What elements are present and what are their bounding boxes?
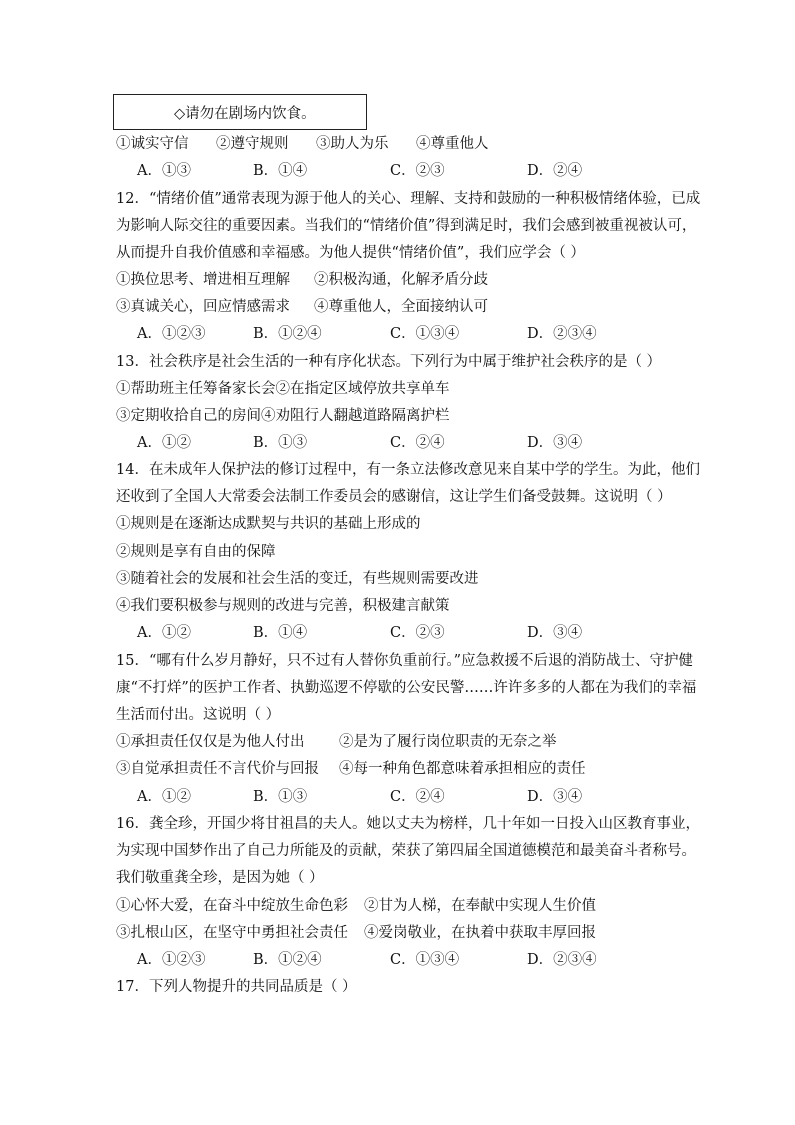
- q16-option-c[interactable]: C．①③④: [390, 952, 460, 968]
- q17-stem-line-1: 17．下列人物提升的共同品质是（ ）: [116, 979, 357, 995]
- q16-item-3: ③扎根山区，在坚守中勇担社会责任: [116, 925, 348, 941]
- q14-option-c[interactable]: C．②③: [390, 625, 445, 641]
- q16-item-4: ④爱岗敬业，在执着中获取丰厚回报: [364, 925, 596, 941]
- q12-options: [137, 324, 597, 344]
- q15-option-b[interactable]: B．①③: [253, 789, 308, 805]
- q12-item-4: ④尊重他人，全面接纳认可: [314, 299, 488, 315]
- q15-item-2: ②是为了履行岗位职责的无奈之举: [339, 734, 557, 750]
- q11-options: [137, 161, 582, 181]
- q12-option-b[interactable]: B．①②④: [253, 326, 322, 342]
- q15-item-4: ④每一种角色都意味着承担相应的责任: [339, 761, 586, 777]
- q16-item-1: ①心怀大爱，在奋斗中绽放生命色彩: [116, 898, 348, 914]
- q14-option-b[interactable]: B．①④: [253, 625, 308, 641]
- q14-item-3: ③随着社会的发展和社会生活的变迁，有些规则需要改进: [116, 571, 479, 587]
- q12-item-1: ①换位思考、增进相互理解: [116, 272, 290, 288]
- q12-option-a[interactable]: A．①②③: [137, 326, 206, 342]
- q12-items-row-2: [116, 297, 488, 317]
- q15-option-c[interactable]: C．②④: [390, 789, 445, 805]
- q12-stem-line-2: 为影响人际交往的重要因素。当我们的“情绪价值”得到满足时，我们会感到被重视被认可，: [116, 218, 697, 234]
- q14-stem-line-2: 还收到了全国人大常委会法制工作委员会的感谢信，这让学生们备受鼓舞。这说明（ ）: [116, 489, 672, 505]
- q13-option-c[interactable]: C．②④: [390, 435, 445, 451]
- q16-option-a[interactable]: A．①②③: [137, 952, 206, 968]
- q13-items-row-1: ①帮助班主任筹备家长会②在指定区域停放共享单车: [116, 381, 450, 397]
- q12-stem-line-3: 从而提升自我价值感和幸福感。为他人提供“情绪价值”，我们应学会（ ）: [116, 245, 585, 261]
- q13-option-a[interactable]: A．①②: [137, 435, 191, 451]
- q15-stem-line-2: 康“不打烊”的医护工作者、执勤巡逻不停歇的公安民警……许许多多的人都在为我们的幸福: [116, 680, 697, 696]
- q15-stem-line-3: 生活而付出。这说明（ ）: [116, 707, 281, 723]
- q11-option-b[interactable]: B．①④: [253, 163, 308, 179]
- q14-item-1: ①规则是在逐渐达成默契与共识的基础上形成的: [116, 516, 421, 532]
- q16-stem-line-1: 16．龚全珍，开国少将甘祖昌的夫人。她以丈夫为榜样，几十年如一日投入山区教育事业，: [116, 816, 700, 832]
- q16-option-d[interactable]: D．②③④: [527, 952, 597, 968]
- notice-box: [113, 94, 367, 130]
- q15-items-row-1: [116, 732, 557, 752]
- q16-stem-line-3: 我们敬重龚全珍，是因为她（ ）: [116, 870, 324, 886]
- q14-stem-line-1: 14．在未成年人保护法的修订过程中，有一条立法修改意见来自某中学的学生。为此，他们: [116, 462, 700, 478]
- notice-text: ◇请勿在剧场内饮食。: [174, 106, 316, 122]
- q11-items: [116, 134, 489, 154]
- q14-item-4: ④我们要积极参与规则的改进与完善，积极建言献策: [116, 598, 450, 614]
- q16-option-b[interactable]: B．①②④: [253, 952, 322, 968]
- q12-option-c[interactable]: C．①③④: [390, 326, 460, 342]
- q12-items-row-1: [116, 270, 488, 290]
- q14-option-a[interactable]: A．①②: [137, 625, 191, 641]
- q16-items-row-2: [116, 923, 596, 943]
- q12-stem-line-1: 12．“情绪价值”通常表现为源于他人的关心、理解、支持和鼓励的一种积极情绪体验，已成: [116, 191, 701, 207]
- q16-stem-line-2: 为实现中国梦作出了自己力所能及的贡献，荣获了第四届全国道德模范和最美奋斗者称号。: [116, 843, 696, 859]
- q16-item-2: ②甘为人梯，在奉献中实现人生价值: [364, 898, 596, 914]
- q14-option-d[interactable]: D．③④: [527, 625, 583, 641]
- q13-stem-line-1: 13．社会秩序是社会生活的一种有序化状态。下列行为中属于维护社会秩序的是（ ）: [116, 354, 662, 370]
- q14-options: [137, 623, 582, 643]
- q13-option-d[interactable]: D．③④: [527, 435, 583, 451]
- q11-item-1: ①诚实守信: [116, 136, 189, 152]
- q13-items-row-2: ③定期收拾自己的房间④劝阻行人翻越道路隔离护栏: [116, 408, 450, 424]
- q15-option-d[interactable]: D．③④: [527, 789, 583, 805]
- q15-option-a[interactable]: A．①②: [137, 789, 191, 805]
- q15-item-3: ③自觉承担责任不言代价与回报: [116, 761, 319, 777]
- q14-item-2: ②规则是享有自由的保障: [116, 544, 276, 560]
- q11-option-c[interactable]: C．②③: [390, 163, 445, 179]
- q11-item-4: ④尊重他人: [416, 136, 489, 152]
- q11-item-2: ②遵守规则: [216, 136, 289, 152]
- q15-items-row-2: [116, 759, 586, 779]
- q15-options: [137, 787, 582, 807]
- q16-options: [137, 950, 597, 970]
- q16-items-row-1: [116, 896, 596, 916]
- q13-options: [137, 433, 582, 453]
- q11-option-a[interactable]: A．①③: [137, 163, 191, 179]
- q12-item-2: ②积极沟通，化解矛盾分歧: [314, 272, 488, 288]
- q12-item-3: ③真诚关心，回应情感需求: [116, 299, 290, 315]
- q15-stem-line-1: 15．“哪有什么岁月静好，只不过有人替你负重前行。”应急救援不后退的消防战士、守护健: [116, 653, 694, 669]
- q12-option-d[interactable]: D．②③④: [527, 326, 597, 342]
- q15-item-1: ①承担责任仅仅是为他人付出: [116, 734, 305, 750]
- q13-option-b[interactable]: B．①③: [253, 435, 308, 451]
- q11-option-d[interactable]: D．②④: [527, 163, 583, 179]
- q11-item-3: ③助人为乐: [316, 136, 389, 152]
